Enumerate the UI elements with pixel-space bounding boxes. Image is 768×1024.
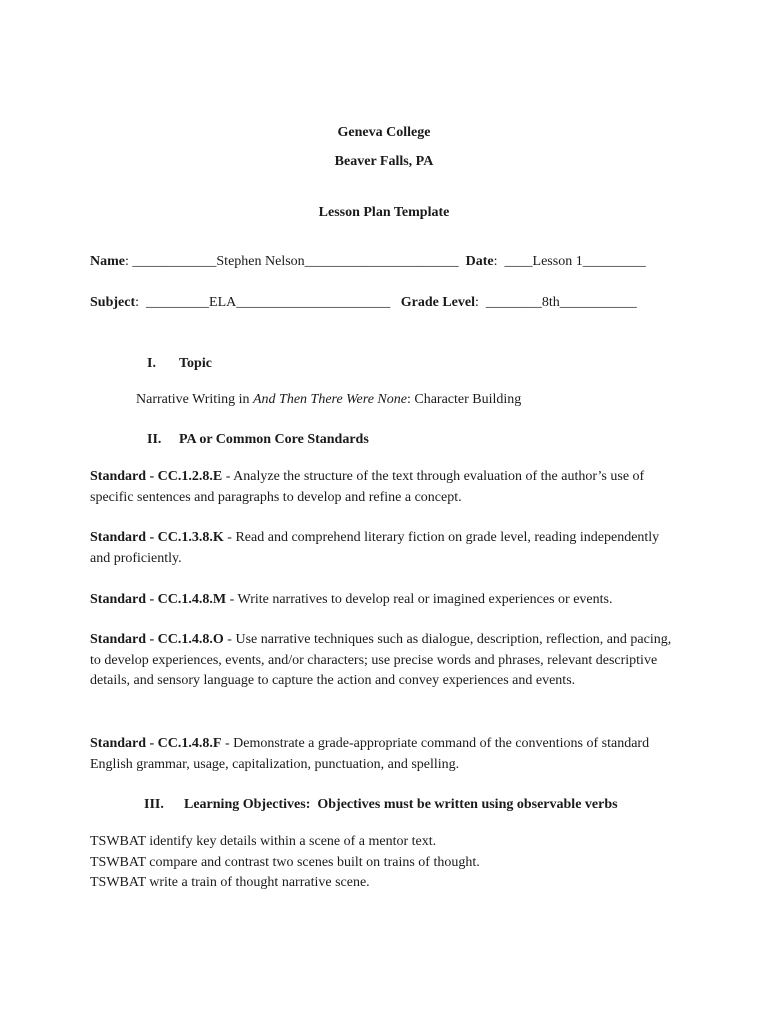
subject-grade-row: [90, 295, 637, 311]
standard-item: [90, 467, 680, 508]
objective-item: TSWBAT compare and contrast two scenes built on trains of thought.: [90, 854, 480, 870]
standard-text: - Read and comprehend literary fiction on grade level, reading independently and proficiently.: [90, 530, 660, 566]
book-title: And Then There Were None: [252, 392, 407, 407]
grade-level-value: : ________8th___________: [475, 295, 637, 310]
standard-code: Standard - CC.1.4.8.O: [90, 632, 224, 647]
objectives-list: [90, 832, 480, 894]
standard-item: [90, 734, 680, 775]
standard-item: [90, 528, 680, 569]
standard-code: Standard - CC.1.3.8.K: [90, 530, 224, 545]
section-title: Learning Objectives: Objectives must be written using observable verbs: [184, 797, 618, 812]
subject-label: Subject: [90, 295, 136, 310]
standard-text: - Write narratives to develop real or imagined experiences or events.: [226, 592, 613, 607]
name-value: : ____________Stephen Nelson______________________: [125, 254, 459, 269]
date-value: : ____Lesson 1_________: [493, 254, 646, 269]
standard-item: [90, 630, 680, 692]
section-numeral: II.: [147, 432, 162, 447]
institution-name: Geneva College: [337, 125, 431, 140]
standard-text: - Demonstrate a grade-appropriate command of the conventions of standard English grammar, usage, capitalization, punctuation, and spelling.: [90, 736, 650, 772]
standard-text: - Analyze the structure of the text through evaluation of the author’s use of specific sentences and paragraphs to develop and refine a concept.: [90, 469, 645, 505]
document-title: Lesson Plan Template: [318, 205, 450, 220]
institution-location: Beaver Falls, PA: [334, 154, 434, 169]
section-numeral: III.: [144, 797, 164, 812]
name-label: Name: [90, 254, 125, 269]
section-numeral: I.: [147, 356, 156, 371]
name-date-row: [90, 254, 646, 270]
subject-value: : _________ELA______________________: [135, 295, 391, 310]
date-label: Date: [465, 254, 494, 269]
topic-text: Narrative Writing in And Then There Were None: Character Building: [136, 392, 522, 407]
objective-item: TSWBAT write a train of thought narrative scene.: [90, 875, 370, 890]
standard-code: Standard - CC.1.2.8.E: [90, 469, 223, 484]
section-standards-heading: [147, 432, 369, 448]
standard-item: [90, 590, 680, 611]
standard-code: Standard - CC.1.4.8.M: [90, 592, 227, 607]
objective-item: TSWBAT identify key details within a scene of a mentor text.: [90, 834, 437, 849]
section-objectives-heading: [144, 797, 618, 813]
section-title: PA or Common Core Standards: [179, 432, 369, 447]
section-title: Topic: [179, 356, 212, 371]
section-topic-heading: [147, 356, 212, 372]
standard-text: - Use narrative techniques such as dialogue, description, reflection, and pacing, to develop experiences, events, and/or characters; use precise words and phrases, relevant descriptive details, and sensory language to capture the action and convey experiences and events.: [90, 632, 672, 688]
grade-level-label: Grade Level: [400, 295, 475, 310]
standard-code: Standard - CC.1.4.8.F: [90, 736, 222, 751]
